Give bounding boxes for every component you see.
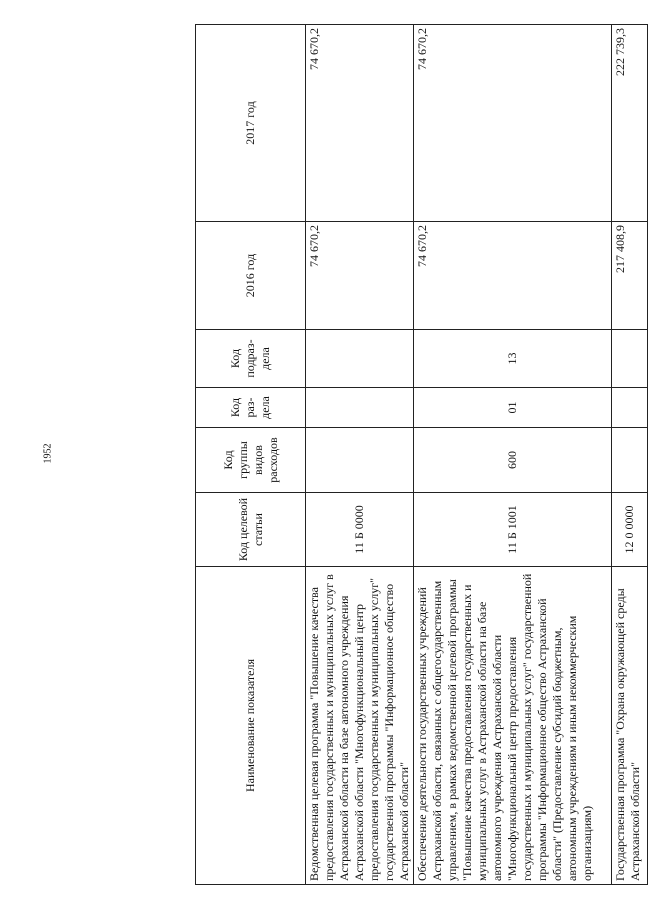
row-name: Ведомственная целевая программа "Повышение качества предоставления государственных и муниципальных услуг в Астраханской области на базе автономного учреждения Астраханской области "Многофункциональный центр предоставления государственных и муниципальных услуг" государственной программы "Информационное общество Астраханской области": [306, 567, 414, 885]
row-section-code: [306, 388, 414, 428]
row-subsection-code: [306, 330, 414, 388]
row-target-code: 11 Б 0000: [306, 493, 414, 567]
row-subsection-code: [612, 330, 648, 388]
budget-table: [195, 24, 648, 885]
row-2016-value: 74 670,2: [414, 222, 612, 330]
header-2017: 2017 год: [196, 25, 306, 222]
row-section-code: 01: [414, 388, 612, 428]
header-section-code: Код раз-дела: [196, 388, 306, 428]
row-section-code: [612, 388, 648, 428]
row-name: Государственная программа "Охрана окружающей среды Астраханской области": [612, 567, 648, 885]
row-expense-group-code: [306, 428, 414, 493]
header-expense-group-code: Код группы видов расходов: [196, 428, 306, 493]
row-expense-group-code: [612, 428, 648, 493]
header-subsection-code: Код подраз-дела: [196, 330, 306, 388]
row-expense-group-code: 600: [414, 428, 612, 493]
header-name: Наименование показателя: [196, 567, 306, 885]
page-number: 1952: [42, 443, 54, 464]
header-2016: 2016 год: [196, 222, 306, 330]
table-row: [612, 25, 648, 885]
header-target-code: Код целевой статьи: [196, 493, 306, 567]
row-2016-value: 217 408,9: [612, 222, 648, 330]
row-2017-value: 74 670,2: [306, 25, 414, 222]
header-row: [196, 25, 306, 885]
row-subsection-code: 13: [414, 330, 612, 388]
row-2017-value: 74 670,2: [414, 25, 612, 222]
table-row: [306, 25, 414, 885]
row-2017-value: 222 739,3: [612, 25, 648, 222]
row-2016-value: 74 670,2: [306, 222, 414, 330]
rotated-table-container: [195, 25, 642, 885]
table-row: [414, 25, 612, 885]
row-target-code: 11 Б 1001: [414, 493, 612, 567]
row-target-code: 12 0 0000: [612, 493, 648, 567]
row-name: Обеспечение деятельности государственных учреждений Астраханской области, связанных с общегосударственным управлением, в рамках ведомственной целевой программы "Повышение качества предоставления государственных и муниципальных услуг в Астраханской области на базе автономного учреждения Астраханской области "Многофункциональный центр предоставления государственных и муниципальных услуг" государственной программы "Информационное общество Астраханской области" (Предоставление субсидий бюджетным, автономным учреждениям и иным некоммерческим организациям): [414, 567, 612, 885]
